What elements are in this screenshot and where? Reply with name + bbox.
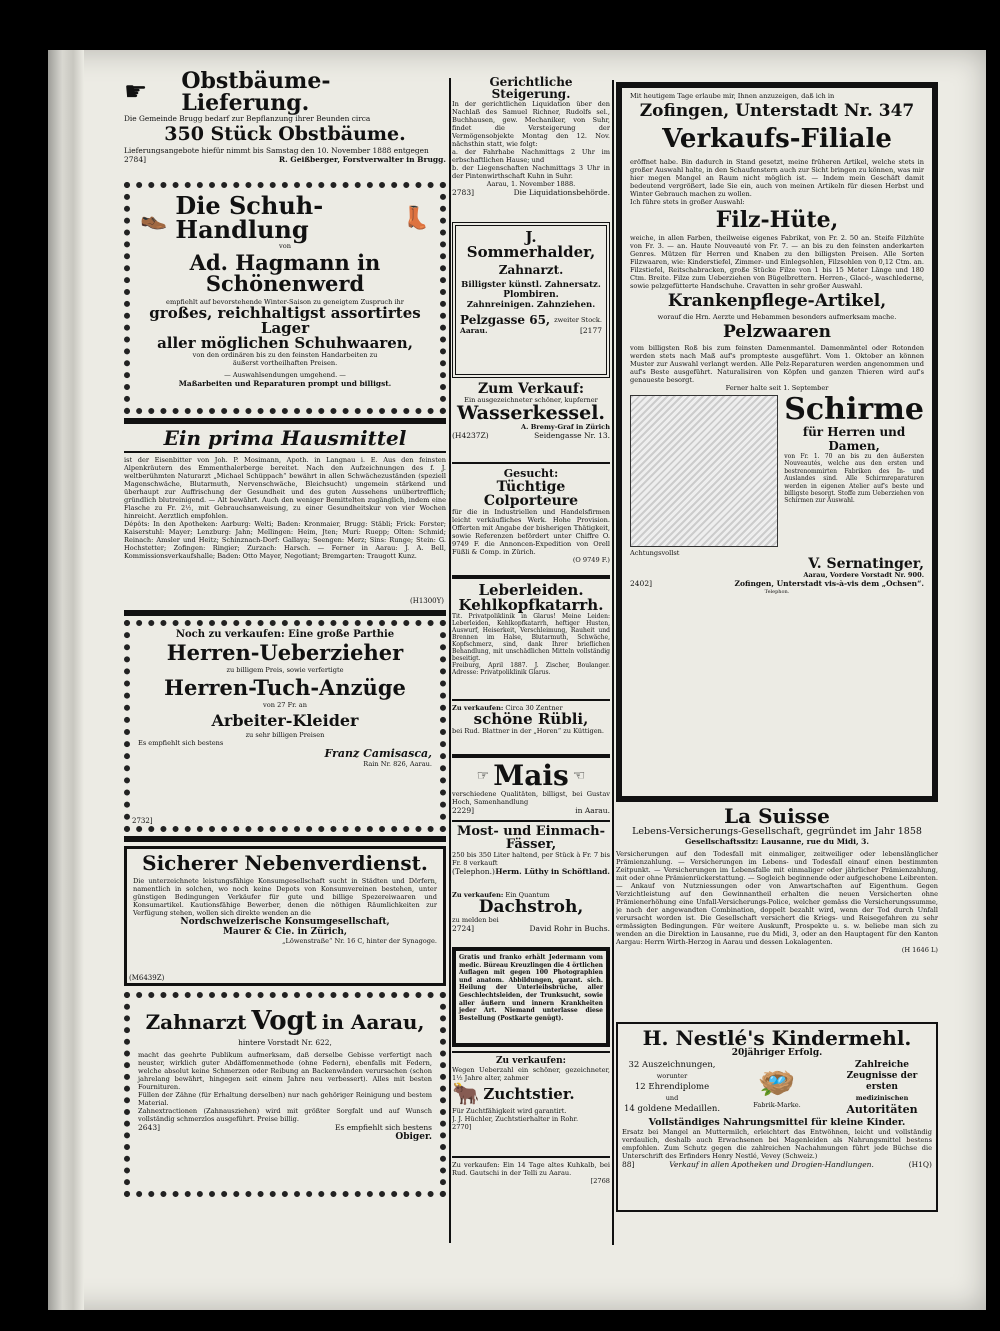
ad-headline: Sicherer Nebenverdienst. <box>142 851 428 875</box>
ad-code: 2732] <box>132 817 153 825</box>
ad-text: von 27 Fr. an <box>263 701 307 709</box>
ad-code: 88] <box>622 1160 635 1169</box>
ad-headline: in Aarau, <box>321 1010 425 1034</box>
ad-text: — Auswahlsendungen umgehend. — <box>224 371 346 379</box>
ad-text: 14 goldene Medaillen. <box>623 1104 721 1114</box>
ad-text: medizinischen <box>855 1094 909 1102</box>
ad-gratis <box>452 947 610 1047</box>
divider <box>452 754 610 758</box>
ad-text: für die in Industriellen und Handelsfirmen leicht verkäufliches Werk. Hohe Provision. Offerten mit Angabe der bisherigen Thätigkeit, sowie Referenzen befördert unter Chiffre O. 9749 F. die Annoncen-Expedition von Orell Füßli & Comp. in Zürich. <box>452 508 610 556</box>
ad-text: äußerst vortheilhaften Preisen. <box>232 359 338 367</box>
ad-signature: Obiger. <box>395 1132 432 1142</box>
pointing-hand-icon: ☛ <box>124 77 148 107</box>
ad-text: und <box>665 1094 679 1102</box>
ad-text: In der gerichtlichen Liquidation über den Nachlaß des Samuel Richner, Rudolfs sel., Buchhausen, gew. Mechaniker, von Suhr, findet die Versteigerung der Vermögensobjekte Montag den 12. Nov. nächsthin statt, wie folgt: <box>452 100 610 148</box>
ad-text: 250 bis 350 Liter haltend, per Stück à Fr. 7 bis Fr. 8 verkauft <box>452 851 610 867</box>
ad-address: hintere Vorstadt Nr. 622, <box>238 1038 332 1047</box>
ad-text: Gratis und franko erhält Jedermann vom medic. Büreau Kreuzlingen die 4 örtlichen Auflagen mit gegen 100 Photographien und anatom. Abbildungen, garant. sich. Heilung der Unterleibsbrüche, aller Geschlechtsleiden, der Trunksucht, sowie aller äußern und innern Krankheiten jeder Art. Niemand unterlasse diese Bestellung (Postkarte genügt). <box>459 954 603 1022</box>
pointing-hand-icon: ☞ <box>476 768 490 784</box>
ad-headline-name: Vogt <box>251 1006 317 1036</box>
ad-text: Zu verkaufen: Ein 14 Tage altes Kuhkalb, bei Rud. Gautschi in der Telli zu Aarau. <box>452 1161 610 1177</box>
page-binding-edge <box>48 50 84 1310</box>
column-rule-2 <box>612 80 614 1245</box>
ad-subtitle: Lebens-Versicherungs-Gesellschaft, gegründet im Jahr 1858 <box>632 826 922 837</box>
ad-highlight: Tüchtige Colporteure <box>483 479 579 509</box>
ad-highlight: Most- und Einmach-Fässer, <box>456 824 606 852</box>
ad-code: 2229] <box>452 806 475 815</box>
ad-text: Zeugnisse der ersten <box>846 1071 918 1092</box>
ad-code: 2402] <box>630 579 653 588</box>
ad-zuchtstier <box>452 1056 610 1152</box>
ad-text: empfiehlt auf bevorstehende Winter-Saison zu geneigtem Zuspruch ihr <box>166 298 404 306</box>
ad-address: „Löwenstraße“ Nr. 16 C, hinter der Synagoge. <box>282 937 437 945</box>
ad-obstbaeume <box>124 70 446 178</box>
ad-highlight: Vollständiges Nahrungsmittel für kleine Kinder. <box>648 1117 906 1128</box>
ad-ruebli <box>452 704 610 750</box>
ad-headline: Zahnarzt <box>145 1010 247 1034</box>
column-middle <box>452 76 610 1248</box>
ad-code: (Telephon.) <box>452 867 495 876</box>
ad-firm: Ad. Hagmann in Schönenwerd <box>189 250 381 296</box>
ad-headline: Zum Verkauf: <box>477 381 585 397</box>
column-left <box>124 70 446 1245</box>
ad-text: Es empfiehlt sich bestens <box>138 739 224 747</box>
ad-address: Rain Nr. 826, Aarau. <box>363 760 432 768</box>
ad-colporteure <box>452 467 610 571</box>
ad-text: Noch zu verkaufen: Eine große Parthie <box>175 629 395 640</box>
ad-code: 2784] <box>124 155 147 164</box>
ad-kuhkalb <box>452 1161 610 1195</box>
ad-text: Zahnreinigen. Zahnziehen. <box>466 300 596 310</box>
ad-subtitle: Gesellschaftssitz: Lausanne, rue du Midi, 3. <box>684 837 870 846</box>
ad-text: Billigster künstl. Zahnersatz. <box>461 280 601 290</box>
ad-code: (M6439Z) <box>129 974 165 982</box>
pointing-hand-icon: ☜ <box>572 768 586 784</box>
ad-highlight: Schirme <box>784 392 924 427</box>
divider <box>124 418 446 424</box>
ad-leberleiden <box>452 583 610 695</box>
shoe-icon: 👞 <box>140 205 168 231</box>
ad-text: Zahlreiche <box>855 1060 909 1070</box>
ad-highlight: Wasserkessel. <box>456 402 606 424</box>
ad-headline: Ein prima Hausmittel <box>163 426 407 450</box>
ad-headline: Gerichtliche Steigerung. <box>489 76 573 101</box>
ad-text: Telephon. <box>764 589 790 595</box>
ad-date: Aarau, 1. November 1888. <box>486 180 576 188</box>
ad-text: macht das geehrte Publikum aufmerksam, daß derselbe Gebisse verfertigt nach neuster, wirklich guter Abdäffomenmethode (ohne Federn), ebenfalls mit Federn, welche absolut keine Schmerzen oder Reibung an Backenwänden verursachen (schon jahrelang bewährt, hingegen seit einem Jahre neu verbessert). Alles mit besten Fournituren. <box>138 1051 432 1091</box>
ad-text: von <box>279 242 291 250</box>
ad-text: Die Gemeinde Brugg bedarf zur Bepflanzung ihrer Beunden circa <box>124 114 371 123</box>
ad-text: a. der Fahrhabe Nachmittags 2 Uhr im erbschaftlichen Hause; und <box>452 148 610 164</box>
ad-address: Seidengasse Nr. 13. <box>534 431 610 440</box>
bull-icon: 🐂 <box>452 1082 480 1107</box>
boot-icon: 👢 <box>402 205 430 231</box>
ad-text: b. der Liegenschaften Nachmittags 3 Uhr in der Pintenwirthschaft Kuhn in Suhr. <box>452 164 610 180</box>
ad-highlight: Arbeiter-Kleider <box>211 711 359 730</box>
divider <box>124 610 446 616</box>
ad-text: Ein Quantum <box>505 891 550 899</box>
ad-highlight: Pelzwaaren <box>722 322 832 342</box>
ad-text: Maßarbeiten und Reparaturen prompt und billigst. <box>178 379 392 388</box>
ad-code: 2724] <box>452 924 475 933</box>
ad-text: Füllen der Zähne (für Erhaltung derselben) nur nach gehöriger Reinigung und bestem Material. <box>138 1091 432 1107</box>
ad-text: Mit heutigem Tage erlaube mir, Ihnen anzuzeigen, daß ich in <box>630 92 835 100</box>
ad-text: worauf die Hrn. Aerzte und Hebammen besonders aufmerksam mache. <box>657 313 897 321</box>
ad-text: Zahnextractionen (Zahnausziehen) wird mit größter Sorgfalt und auf Wunsch vollständig schmerzlos ausgeführt. Preise billig. <box>138 1107 432 1123</box>
ad-nebenverdienst <box>124 846 446 986</box>
ad-subtitle: 20jähriger Erfolg. <box>731 1048 823 1058</box>
ad-highlight: Herren-Ueberzieher <box>166 640 404 665</box>
ad-headline: Die Schuh-Handlung <box>175 191 324 244</box>
ad-text: Wegen Ueberzahl ein schöner, gezeichneter, 1½ Jahre alter, zahmer <box>452 1066 610 1082</box>
ad-schuh-handlung <box>124 182 446 414</box>
ad-text: Es empfiehlt sich bestens <box>334 1123 432 1132</box>
ad-text: zu melden bei <box>452 916 499 924</box>
ad-text: 12 Ehrendiplome <box>634 1082 710 1092</box>
ad-highlight: Herren-Tuch-Anzüge <box>164 675 406 700</box>
ad-depots: Dépôts: In den Apotheken: Aarburg: Welti; Baden: Kronmaier, Brugg: Stäbli; Frick: Forster; Kaiserstuhl: Mayer; Lenzburg: Jahn; Mellingen: Heim, Jten; Muri: Ruepp; Olten: Schmid; Reinach: Amsler und Heitz; Schinznach-Dorf: Gallaya; Seengen: Merz; Sins: Runge; Stein: G. Hochstetter; Zofingen: Ringier; Zurzach: Harsch. — Ferner in Aarau: J. A. Bell, Kommissionsverkaufshalle; Baden: Otto Mayer, Negotiant; Bremgarten: Traugott Kunz. <box>124 520 446 560</box>
ad-text: für Herren und <box>802 425 906 439</box>
ad-headline: Obstbäume-Lieferung. <box>181 70 331 116</box>
ad-text: Für Zuchtfähigkeit wird garantirt. <box>452 1107 567 1115</box>
ad-most-faesser <box>452 825 610 887</box>
ad-text: Ferner halte seit 1. September <box>725 384 829 392</box>
ad-code: (H1Q) <box>908 1160 932 1169</box>
ad-text: Versicherungen auf den Todesfall mit einmaliger, zeitweiliger oder lebenslänglicher Prämienzahlung. — Versicherungen im Lebens- und Todesfall einauf einen bestimmten Zeitpunkt. — Versicherungen im Lebensfalle mit einmaliger oder jährlicher Prämienzahlung, mit oder ohne Prämienrückerstattung. — Sogleich beginnende oder aufgeschobene Leibrenten. — Ankauf von Nutzniessungen oder von Anwartschaften auf Eigenthum. Gegen Verzichtleistung auf den Gewinnantheil erhalten die neuen Versicherten ohne Prämienerhöhung eine Unfall-Versicherungs-Police, welcher gemäss die Versicherungssumme, je nach der angewandten Combination, doppelt bezahlt wird, wenn der Tod durch Unfall verursacht worden ist. Die Gesellschaft versichert die Kriegs- und Reisegefahren zu sehr ermässigten Bedingungen. Für weitere Auskunft, Prospekte u. s. w. beliebe man sich zu wenden an die Direktion in Lausanne, rue du Midi, 3, oder an den Hauptagent für den Kanton Aargau: Herrn Wirth-Herzog in Aarau und dessen Lokalagenten. <box>616 850 938 946</box>
ad-code: [2177 <box>579 326 602 335</box>
ad-text: von den ordinären bis zu den feinsten Handarbeiten zu <box>192 351 378 359</box>
ad-highlight: großes, reichhaltigst assortirtes Lager <box>149 304 421 337</box>
ad-text: Damen, <box>828 439 880 453</box>
ad-headline: Kehlkopfkatarrh. <box>458 596 604 614</box>
ad-firm: Nordschweizerische Konsumgesellschaft, <box>180 917 390 927</box>
ad-headline: Gesucht: <box>503 467 559 480</box>
ad-steigerung <box>452 76 610 218</box>
ad-text: bei Rud. Blattner in der „Horen“ zu Küttigen. <box>452 727 604 735</box>
ad-text: Fabrik-Marke. <box>753 1101 801 1109</box>
ad-text: verschiedene Qualitäten, billigst, bei Gustav Hoch, Samenhandlung <box>452 790 610 806</box>
ad-wasserkessel <box>452 382 610 458</box>
ad-signature: Die Liquidationsbehörde. <box>513 188 610 197</box>
ad-code: 2770] <box>452 1123 472 1131</box>
ad-role: Zahnarzt. <box>498 263 564 277</box>
ad-text: Circa 30 Zentner <box>505 704 563 712</box>
ad-headline: Zu verkaufen: <box>452 704 504 712</box>
ad-highlight: 350 Stück Obstbäume. <box>164 123 406 145</box>
ad-text: Ein ausgezeichneter schöner, kupferner <box>464 396 598 404</box>
ad-text: vom billigsten Roß bis zum feinsten Damenmantel. Damenmäntel oder Rotonden werden stets nach Maß auf's prompteste ausgeführt. Vom 1. Oktober an können Muster zur Auswahl verlangt werden. Alle Pelz-Reparaturen werden angenommen und auf's Beste ausgeführt. Naturalisiren von Köpfen und ganzen Thieren wird auf's genaueste besorgt. <box>630 344 924 384</box>
ad-highlight: Krankenpflege-Artikel, <box>667 291 887 311</box>
ad-address: Pelzgasse 65, <box>460 313 551 327</box>
ad-headline: Leberleiden. <box>478 581 584 599</box>
ad-highlight: schöne Rübli, <box>473 710 589 728</box>
ad-headline: H. Nestlé's Kindermehl. <box>642 1026 912 1050</box>
ad-signature: J. J. Hüchler, Zuchtstierhalter in Rohr. <box>452 1115 579 1123</box>
ad-highlight: Zuchtstier. <box>483 1085 575 1103</box>
ad-verkaufs-filiale <box>616 82 938 802</box>
ad-text: von Fr. 1. 70 an bis zu den äußersten Nouveautés, welche aus den ersten und bestrenommirten Fabriken des In- und Auslandes sind. Alle Schirmreparaturen werden in eigenen Atelier auf's beste und billigste besorgt. Stoffe zum Ueberziehen von Schirmen zur Auswahl. <box>784 453 924 505</box>
ad-la-suisse <box>616 806 938 1018</box>
umbrella-boat-illustration <box>630 395 778 547</box>
ad-signature: V. Sernatinger, <box>808 556 924 572</box>
ad-code: 2643] <box>138 1123 161 1132</box>
ad-address-floor: zweiter Stock. <box>554 316 602 324</box>
ad-nestle <box>616 1022 938 1212</box>
ad-headline: Zu verkaufen: <box>495 1056 567 1066</box>
ad-town: Zofingen, Unterstadt Nr. 347 <box>639 101 915 121</box>
ad-text: eröffnet habe. Bin dadurch in Stand gesetzt, meine früheren Artikel, welche stets in großer Auswahl halte, in den Schaufenstern auch zur Sicht bringen zu können, was mir hier megen Mangel an Raum nicht möglich ist. — Indem mein Geschäft damit bedeutend vergrößert, lade Sie ein, auch von meinen Artikeln für diesen Herbst und Winter Gebrauch machen zu wollen. <box>630 158 924 198</box>
ad-code: [2768 <box>590 1177 610 1185</box>
ad-signature: Freiburg, April 1887. J. Zischer, Boulanger. Adresse: Privatpoliklinik Glarus. <box>452 662 610 676</box>
divider <box>452 575 610 579</box>
ad-firm: Herm. Lüthy in Schöftland. <box>495 867 610 876</box>
ad-text: Achtungsvollst <box>630 549 680 557</box>
ad-code: 2783] <box>452 188 475 197</box>
ad-signature: Franz Camisasca, <box>324 747 432 760</box>
ad-text: Autoritäten <box>846 1103 918 1116</box>
bird-nest-trademark-icon: 🪺 <box>758 1066 796 1101</box>
ad-text: Ich führe stets in großer Auswahl: <box>630 198 745 206</box>
ad-text: Die unterzeichnete leistungsfähige Konsumgesellschaft sucht in Städten und Dörfern, namentlich in solchen, wo noch keine Depots von Konsumvereinen bestehen, unter günstigen Bedingungen Verkäufer für gute und billige Spezereiwaaren und Konsumartikel. Kautionsfähige Bewerber, denen die nöthigen Räumlichkeiten zur Verfügung stehen, wollen sich direkte wenden an die <box>133 877 437 917</box>
ad-city: Aarau. <box>460 326 488 335</box>
ad-hausmittel <box>124 428 446 606</box>
ad-signature: David Rohr in Buchs. <box>529 924 610 933</box>
ad-highlight: Dachstroh, <box>478 897 584 917</box>
ad-text: Plombiren. <box>503 290 559 300</box>
ad-text: zu sehr billigen Preisen <box>245 731 325 739</box>
ad-headline: Zu verkaufen: <box>452 891 504 899</box>
ad-headline: J. Sommerhalder, <box>466 228 596 261</box>
ad-code: (O 9749 F.) <box>572 556 610 564</box>
ad-text: worunter <box>656 1072 688 1080</box>
ad-address: Zofingen, Unterstadt vis-à-vis dem „Ochsen“. <box>734 579 924 588</box>
ad-headline: Verkaufs-Filiale <box>662 124 892 154</box>
ad-code: (H4237Z) <box>452 431 489 440</box>
ad-text: Ersatz bei Mangel an Muttermilch, erleichtert das Entwöhnen, leicht und vollständig verdaulich, deshalb auch Erwachsenen bei Magenleiden als Nahrungsmittel bestens empfohlen. Zum Schutz gegen die zahlreichen Nachahmungen führt jede Büchse die Unterschrift des Erfinders Henry Nestlé, Vevey (Schweiz.) <box>622 1128 932 1160</box>
ad-firm: Maurer & Cie. in Zürich, <box>222 927 348 937</box>
ad-text: weiche, in allen Farben, theilweise eigenes Fabrikat, von Fr. 2. 50 an. Steife Filzhüte von Fr. 3. — an. Haute Nouveauté von Fr. 7. — an bis zu den feinsten anderkarten Genres. Mützen für Herren und Knaben zu den billigsten Preisen. Alle Sorten Filzwaaren, wie: Kinderstiefel, Zimmer- und Einlegsohlen, Filzsohlen von 0,12 Ctm. an. Filzstiefel, Reitschabracken, große Stücke Filze von 1 bis 15 Meter Länge und 180 Ctm. Breite. Filze zum Ueberziehen von Bügelbrettern. Herren-, Glacé-, waschlederne, sowie pelzgefütterte Handschuhe. Cravatten in sehr großer Auswahl. <box>630 234 924 290</box>
ad-text: Lieferungsangebote hiefür nimmt bis Samstag den 10. November 1888 entgegen <box>124 146 429 155</box>
ad-text: ist der Eisenbitter von Joh. P. Mosimann, Apoth. in Langnau i. E. Aus den feinsten Alpenkräutern des Emmenthalerberge bereitet. Nach den Aufzeichnungen des f. J. weltberühmten Naturarzt „Michael Schüppach“ bewährt in allen Schwächezuständen (speziell Magenschwäche, Blutarmuth, Nervenschwäche, Bleichsucht) ungemein stärkend und überhaupt zur Auffrischung der Gesundheit und des guten Aussehens unübertrefflich; gründlich blutreinigend. — Alt bewährt. Auch den weniger Bemittelten zugänglich, indem eine Flasche zu Fr. 2½, mit Gebrauchsanweisung, zu einer Gesundheitskur von vier Wochen hinreicht. Aerztlich empfohlen. <box>124 456 446 520</box>
ad-text: Verkauf in allen Apotheken und Drogien-Handlungen. <box>669 1160 874 1169</box>
ad-herren-ueberzieher <box>124 620 446 832</box>
ad-dachstroh <box>452 891 610 943</box>
ad-text: Tit. Privatpoliklinik in Glarus! Meine Leiden: Leberleiden, Kehlkopfkatarrh, heftiger Husten, Auswurf, Heiserkeit, Verschleimung, Rauheit und Brennen im Halse, Blutarmuth, Schwäche, Kopfschmerz, sind, dank Ihrer brieflichen Behandlung, mit unschädlichen Mitteln vollständig beseitigt. <box>452 613 610 662</box>
column-rule-1 <box>449 78 451 1243</box>
ad-address: Aarau, Vordere Vorstadt Nr. 900. <box>803 571 924 579</box>
ad-highlight: Mais <box>493 759 569 792</box>
ad-code: (H1300Y) <box>409 597 444 605</box>
ad-text: zu billigem Preis, sowie verfertigte <box>226 666 344 674</box>
ad-sommerhalder <box>452 222 610 378</box>
ad-headline: La Suisse <box>724 804 830 828</box>
column-right <box>616 82 938 1222</box>
ad-city: in Aarau. <box>575 806 610 815</box>
ad-signature: R. Geißberger, Forstverwalter in Brugg. <box>278 155 446 164</box>
ad-text: 32 Auszeichnungen, <box>628 1060 716 1070</box>
ad-firm: A. Bremy-Graf in Zürich <box>521 423 610 431</box>
ad-highlight: aller möglichen Schuhwaaren, <box>157 334 413 352</box>
ad-mais <box>452 759 610 816</box>
ad-highlight: Filz-Hüte, <box>715 207 839 233</box>
divider <box>124 836 446 842</box>
ad-zahnarzt-vogt <box>124 992 446 1197</box>
ad-code: (H 1646 L) <box>901 946 938 954</box>
